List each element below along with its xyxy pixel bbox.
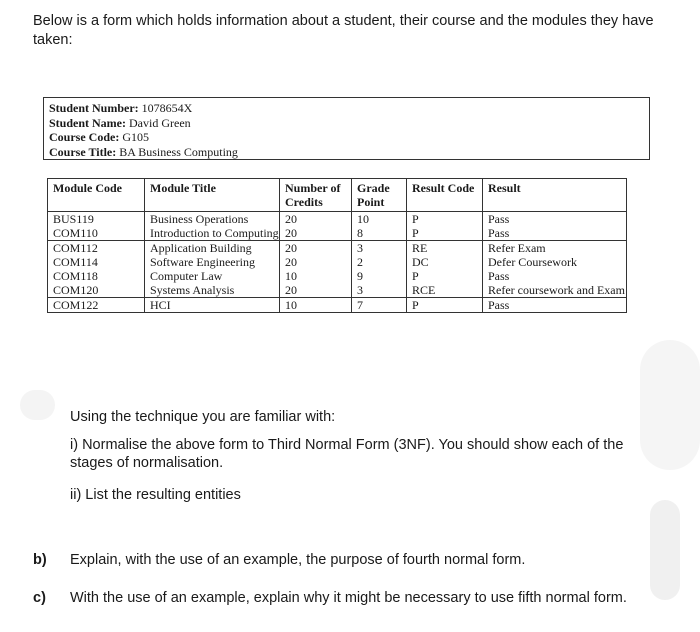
question-part-ii: ii) List the resulting entities xyxy=(70,487,241,503)
cell: 9 xyxy=(352,269,407,283)
cell: 20 xyxy=(280,212,352,227)
table-row xyxy=(48,212,627,227)
cell: 10 xyxy=(280,269,352,283)
cell: Introduction to Computing xyxy=(145,226,280,241)
photo-shadow xyxy=(20,390,55,420)
question-a xyxy=(70,408,670,504)
cell: 20 xyxy=(280,226,352,241)
cell: Defer Coursework xyxy=(483,255,627,269)
cell: 20 xyxy=(280,283,352,298)
question-lead: Using the technique you are familiar with: xyxy=(70,409,336,425)
cell: Pass xyxy=(483,298,627,313)
cell: P xyxy=(407,226,483,241)
cell: Pass xyxy=(483,212,627,227)
cell: COM118 xyxy=(48,269,145,283)
cell: COM114 xyxy=(48,255,145,269)
cell: 3 xyxy=(352,283,407,298)
course-code-row: Course Code: G105 xyxy=(49,130,149,144)
cell: DC xyxy=(407,255,483,269)
cell: Application Building xyxy=(145,241,280,256)
cell: RE xyxy=(407,241,483,256)
cell: 2 xyxy=(352,255,407,269)
cell: Software Engineering xyxy=(145,255,280,269)
cell: Computer Law xyxy=(145,269,280,283)
col-header: Module Code xyxy=(48,179,145,212)
cell: Pass xyxy=(483,269,627,283)
course-title-row: Course Title: BA Business Computing xyxy=(49,145,241,161)
col-header: Number of Credits xyxy=(280,179,352,212)
cell: HCI xyxy=(145,298,280,313)
cell: P xyxy=(407,298,483,313)
intro-text: Below is a form which holds information about a student, their course and the modules they have taken: xyxy=(33,13,654,48)
cell: COM112 xyxy=(48,241,145,256)
col-header: Module Title xyxy=(145,179,280,212)
table-row xyxy=(48,269,627,283)
cell: Systems Analysis xyxy=(145,283,280,298)
cell: Refer coursework and Exam xyxy=(483,283,627,298)
cell: Business Operations xyxy=(145,212,280,227)
cell: COM110 xyxy=(48,226,145,241)
cell: Refer Exam xyxy=(483,241,627,256)
cell: 10 xyxy=(280,298,352,313)
table-header-row xyxy=(48,179,627,212)
cell: 7 xyxy=(352,298,407,313)
question-b-label: b) xyxy=(33,552,47,568)
table-row xyxy=(48,226,627,241)
col-header: Result xyxy=(483,179,627,212)
cell: 8 xyxy=(352,226,407,241)
question-c-text: With the use of an example, explain why it might be necessary to use fifth normal form. xyxy=(70,590,627,606)
student-name-row: Student Name: David Green xyxy=(49,115,191,130)
cell: COM120 xyxy=(48,283,145,298)
table-row xyxy=(48,255,627,269)
modules-table xyxy=(47,178,627,313)
cell: RCE xyxy=(407,283,483,298)
cell: P xyxy=(407,269,483,283)
question-b-text: Explain, with the use of an example, the purpose of fourth normal form. xyxy=(70,552,526,568)
cell: 10 xyxy=(352,212,407,227)
cell: 20 xyxy=(280,255,352,269)
question-c xyxy=(33,590,683,606)
question-part-i: i) Normalise the above form to Third Normal Form (3NF). You should show each of the stages of normalisation. xyxy=(70,437,624,471)
photo-shadow xyxy=(650,500,680,600)
cell: 20 xyxy=(280,241,352,256)
question-c-label: c) xyxy=(33,590,46,606)
cell: BUS119 xyxy=(48,212,145,227)
table-row xyxy=(48,241,627,256)
cell: 3 xyxy=(352,241,407,256)
cell: COM122 xyxy=(48,298,145,313)
question-b xyxy=(33,552,683,568)
cell: P xyxy=(407,212,483,227)
table-row xyxy=(48,298,627,313)
col-header: Result Code xyxy=(407,179,483,212)
student-info-box xyxy=(43,97,650,160)
cell: Pass xyxy=(483,226,627,241)
col-header: Grade Point xyxy=(352,179,407,212)
student-number-row: Student Number: 1078654X xyxy=(49,101,193,115)
table-row xyxy=(48,283,627,298)
